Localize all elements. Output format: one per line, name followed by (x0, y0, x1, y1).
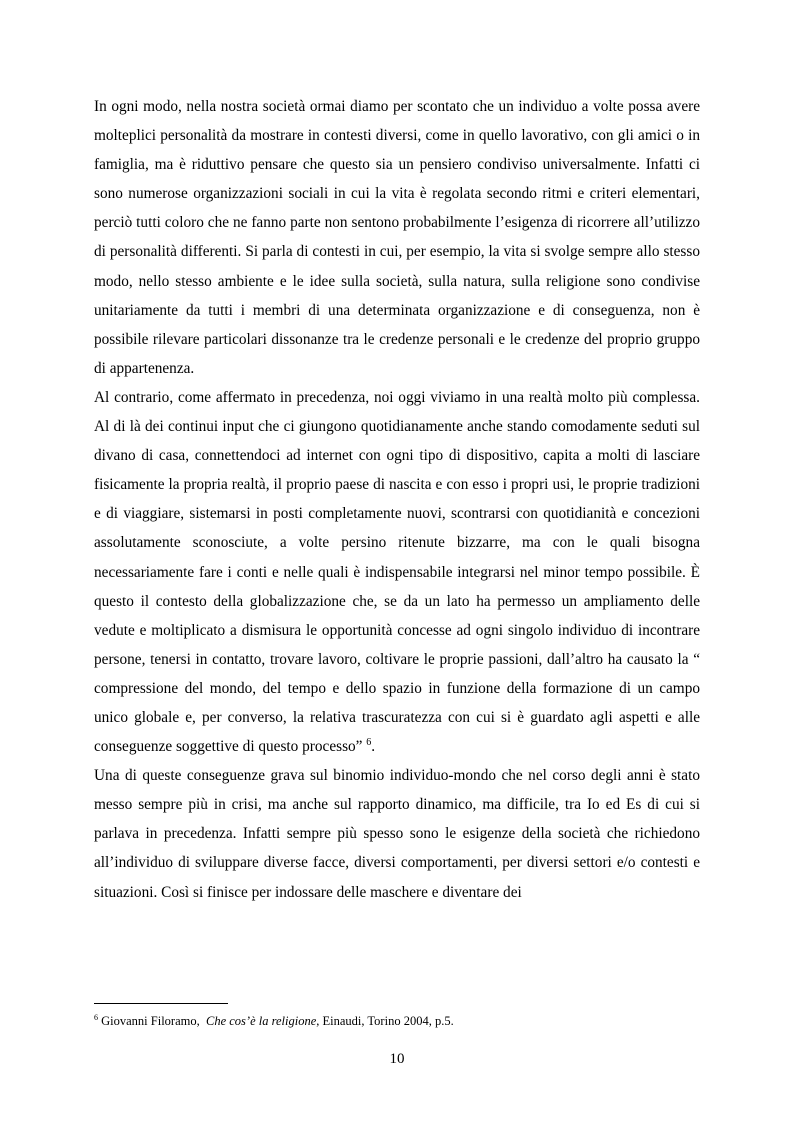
page-number: 10 (389, 1051, 405, 1067)
footnote-reference[interactable]: 6 (366, 736, 372, 748)
footnote-separator (94, 1003, 228, 1004)
paragraph-2 (94, 383, 700, 761)
footnote-publication: , Einaudi, Torino 2004, p.5. (316, 1014, 454, 1028)
footnote-title: Che cos’è la religione (205, 1014, 317, 1028)
paragraph-1: In ogni modo, nella nostra società ormai diamo per scontato che un individuo a volte possa avere molteplici personalità da mostrare in contesti diversi, come in quello lavorativo, con gli amici o in famiglia, ma è riduttivo pensare che questo sia un pensiero condiviso universalmente. Infatti ci sono numerose organizzazioni sociali in cui la vita è regolata secondo ritmi e criteri elementari, perciò tutti coloro che ne fanno parte non sentono probabilmente l’esigenza di ricorrere all’utilizzo di personalità differenti. Si parla di contesti in cui, per esempio, la vita si svolge sempre allo stesso modo, nello stesso ambiente e le idee sulla società, sulla natura, sulla religione sono condivise unitariamente da tutti i membri di una determinata organizzazione e di conseguenza, non è possibile rilevare particolari dissonanze tra le credenze personali e le credenze del proprio gruppo di appartenenza. (94, 98, 700, 377)
paragraph-2-text: Al contrario, come affermato in precedenza, noi oggi viviamo in una realtà molto più complessa. Al di là dei continui input che ci giungono quotidianamente anche stando comodamente seduti sul divano di casa, connettendoci ad internet con ogni tipo di dispositivo, capita a molti di lasciare fisicamente la propria realtà, il proprio paese di nascita e con esso i propri usi, le proprie tradizioni e di viaggiare, sistemarsi in posti completamente nuovi, scontrarsi con quotidianità e concezioni assolutamente sconosciute, a volte persino ritenute bizzarre, ma con le quali bisogna necessariamente fare i conti e nelle quali è indispensabile integrarsi nel minor tempo possibile. È questo il contesto della globalizzazione che, se da un lato ha permesso un ampliamento delle vedute e moltiplicato a dismisura le opportunità concesse ad ogni singolo individuo di incontrare persone, tenersi in contatto, trovare lavoro, coltivare le proprie passioni, dall’altro ha causato la “ compressione del mondo, del tempo e dello spazio in funzione della formazione di un campo unico globale e, per converso, la relativa trascuratezza con cui si è guardato agli aspetti e alle conseguenze soggettive di questo processo” (94, 388, 700, 756)
body-text (94, 92, 700, 907)
footnote-author: Giovanni Filoramo, (101, 1014, 200, 1028)
footnote-number: 6 (94, 1012, 98, 1022)
footnote (94, 1013, 700, 1029)
paragraph-2-end: . (371, 738, 376, 756)
paragraph-3: Una di queste conseguenze grava sul binomio individuo-mondo che nel corso degli anni è stato messo sempre più in crisi, ma anche sul rapporto dinamico, ma difficile, tra Io ed Es di cui si parlava in precedenza. Infatti sempre più spesso sono le esigenze della società che richiedono all’individuo di sviluppare diverse facce, diversi comportamenti, per diversi settori e/o contesti e situazioni. Così si finisce per indossare delle maschere e diventare dei (94, 767, 700, 901)
